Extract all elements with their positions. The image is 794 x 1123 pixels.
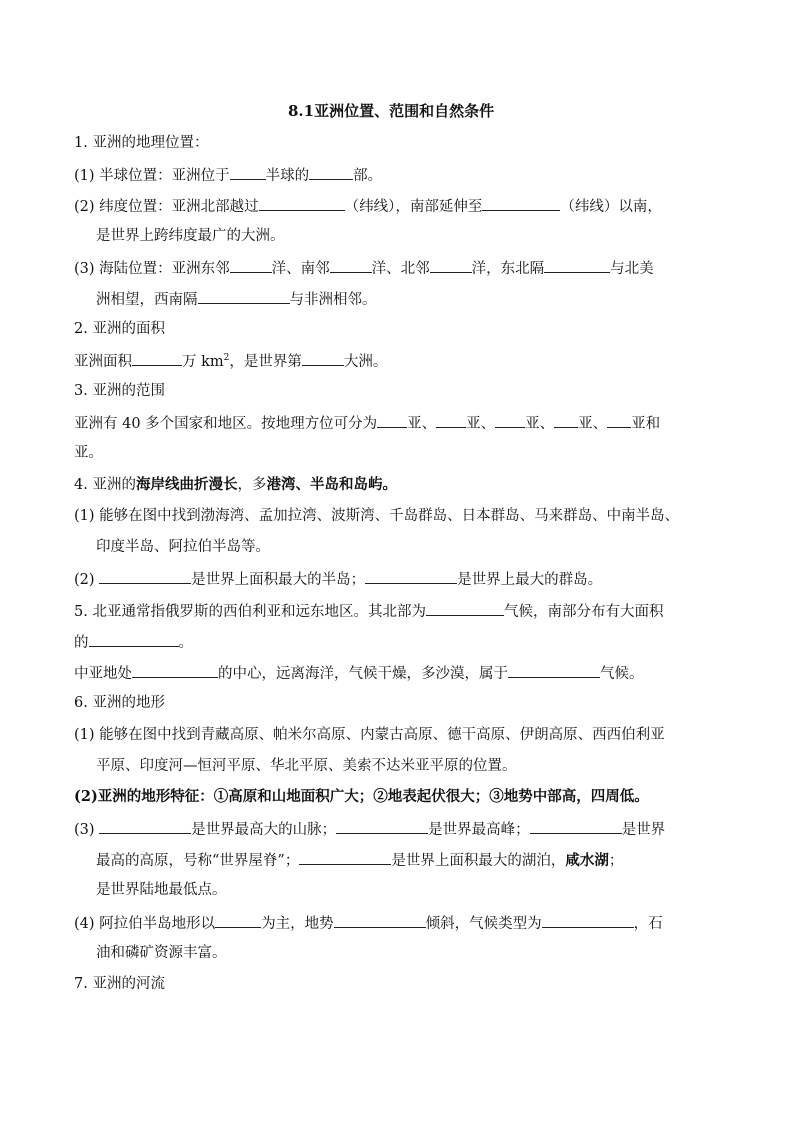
item-number: (1) [74, 168, 95, 184]
text: 半球的 [265, 168, 310, 184]
s4-item-1 [74, 507, 679, 525]
text: 能够在图中找到渤海湾、孟加拉湾、波斯湾、千岛群岛、日本群岛、马来群岛、中南半岛、 [99, 508, 680, 524]
text: 洋、南邻 [271, 261, 330, 277]
bold-text: 海岸线曲折漫长 [135, 476, 238, 493]
bold-text: 咸水湖 [565, 852, 609, 869]
text: 亚和 [631, 416, 661, 432]
blank[interactable] [299, 850, 391, 865]
text: 洋，东北隔 [471, 261, 545, 277]
blank[interactable] [230, 165, 266, 180]
s5-line-1 [74, 601, 663, 621]
blank[interactable] [365, 569, 457, 584]
text: 最高的高原，号称“世界屋脊”； [96, 853, 300, 869]
text: 半球位置：亚洲位于 [99, 168, 230, 184]
text: 海陆位置：亚洲东邻 [99, 261, 230, 277]
item-number: (3) [74, 822, 95, 838]
blank[interactable] [302, 351, 344, 366]
section-2-heading: 2. 亚洲的面积 [74, 321, 165, 337]
text: 4. 亚洲的 [74, 477, 136, 493]
text: 5. 北亚通常指俄罗斯的西伯利亚和远东地区。其北部为 [74, 604, 426, 620]
text: 是世界最高大的山脉； [191, 822, 337, 838]
item-number: (4) [74, 916, 95, 932]
item-number: (1) [74, 508, 95, 524]
blank[interactable] [215, 913, 261, 928]
blank[interactable] [482, 196, 560, 211]
s3-line-cont: 亚。 [74, 445, 103, 461]
s6-item-3 [74, 819, 665, 839]
text: 倾斜，气候类型为 [425, 916, 542, 932]
text: 阿拉伯半岛地形以 [99, 916, 216, 932]
blank[interactable] [544, 258, 610, 273]
blank[interactable] [132, 663, 218, 678]
s6-item-1 [74, 726, 665, 744]
text: 亚、 [578, 416, 608, 432]
blank[interactable] [542, 913, 634, 928]
text: 是世界上面积最大的半岛； [191, 572, 366, 588]
text: 亚洲有 40 多个国家和地区。按地理方位可分为 [74, 416, 378, 432]
blank[interactable] [554, 413, 578, 428]
item-number: (2) [74, 572, 95, 588]
superscript: 2 [223, 353, 230, 364]
text: 气候，南部分布有大面积 [503, 604, 664, 620]
item-number: (1) [74, 727, 95, 743]
blank[interactable] [99, 819, 191, 834]
text: （纬线），南部延伸至 [344, 199, 483, 215]
s6-item-4 [74, 913, 663, 933]
text: 气候。 [600, 666, 644, 682]
item-number: (2) [74, 199, 95, 215]
blank[interactable] [99, 569, 191, 584]
s4-item-1-cont: 印度半岛、阿拉伯半岛等。 [96, 539, 270, 555]
text: 的中心，远离海洋，气候干燥，多沙漠，属于 [218, 666, 508, 682]
blank[interactable] [508, 663, 600, 678]
text: 亚洲面积 [74, 354, 132, 370]
blank[interactable] [230, 258, 272, 273]
s4-item-2 [74, 569, 602, 589]
page-title: 8.1亚洲位置、范围和自然条件 [288, 102, 495, 120]
blank[interactable] [607, 413, 631, 428]
s6-item-4-cont: 油和磷矿资源丰富。 [96, 945, 227, 961]
s5-line-3 [74, 663, 644, 683]
text: 洲相望，西南隔 [96, 292, 198, 308]
text: ，多 [237, 477, 267, 493]
text: 万 km [182, 354, 224, 370]
section-4-heading [74, 476, 397, 494]
text: 亚、 [466, 416, 496, 432]
blank[interactable] [259, 196, 345, 211]
s5-line-2 [74, 632, 193, 652]
blank[interactable] [495, 413, 525, 428]
text: 大洲。 [343, 354, 388, 370]
text: 。 [178, 635, 193, 651]
s2-line [74, 351, 387, 371]
text: ； [608, 853, 624, 869]
text: 与北美 [610, 261, 654, 277]
blank[interactable] [198, 289, 290, 304]
s1-item-2 [74, 196, 662, 216]
s6-item-1-cont: 平原、印度河—恒河平原、华北平原、美索不达米亚平原的位置。 [96, 758, 517, 774]
blank[interactable] [426, 601, 504, 616]
s3-line [74, 413, 660, 433]
blank[interactable] [89, 632, 179, 647]
text: ，是世界第 [229, 354, 302, 370]
text: 纬度位置：亚洲北部越过 [99, 199, 259, 215]
blank[interactable] [430, 258, 472, 273]
text: 洋、北邻 [371, 261, 430, 277]
text: 亚、 [407, 416, 437, 432]
blank[interactable] [530, 819, 622, 834]
blank[interactable] [377, 413, 407, 428]
text: 为主，地势 [261, 916, 334, 932]
s1-item-3 [74, 258, 654, 278]
s6-item-2: (2)亚洲的地形特征：①高原和山地面积广大；②地表起伏很大；③地势中部高，四周低。 [74, 788, 649, 805]
s1-item-1 [74, 165, 382, 185]
s6-item-3-cont-2: 是世界陆地最低点。 [96, 882, 227, 898]
section-7-heading: 7. 亚洲的河流 [74, 976, 165, 992]
text: ，石 [633, 916, 663, 932]
blank[interactable] [309, 165, 353, 180]
section-3-heading: 3. 亚洲的范围 [74, 383, 165, 399]
text: 是世界最高峰； [428, 822, 530, 838]
text: 中亚地处 [74, 666, 132, 682]
text: 部。 [353, 168, 383, 184]
bold-text: 港湾、半岛和岛屿。 [266, 476, 397, 493]
section-6-heading: 6. 亚洲的地形 [74, 695, 165, 711]
s1-item-2-cont: 是世界上跨纬度最广的大洲。 [96, 228, 285, 244]
blank[interactable] [334, 913, 426, 928]
blank[interactable] [132, 351, 182, 366]
text: 的 [74, 635, 89, 651]
text: 是世界上面积最大的湖泊， [391, 853, 566, 869]
text: 是世界 [621, 822, 666, 838]
s6-item-3-cont-1 [96, 850, 623, 870]
section-1-heading: 1. 亚洲的地理位置： [74, 135, 209, 151]
blank[interactable] [436, 413, 466, 428]
text: 与非洲相邻。 [289, 292, 377, 308]
item-number: (3) [74, 261, 95, 277]
text: 能够在图中找到青藏高原、帕米尔高原、内蒙古高原、德干高原、伊朗高原、西西伯利亚 [99, 727, 665, 743]
blank[interactable] [330, 258, 372, 273]
text: 亚、 [525, 416, 555, 432]
s1-item-3-cont [96, 289, 377, 309]
text: （纬线）以南， [560, 199, 662, 215]
text: 是世界上最大的群岛。 [457, 572, 603, 588]
blank[interactable] [336, 819, 428, 834]
